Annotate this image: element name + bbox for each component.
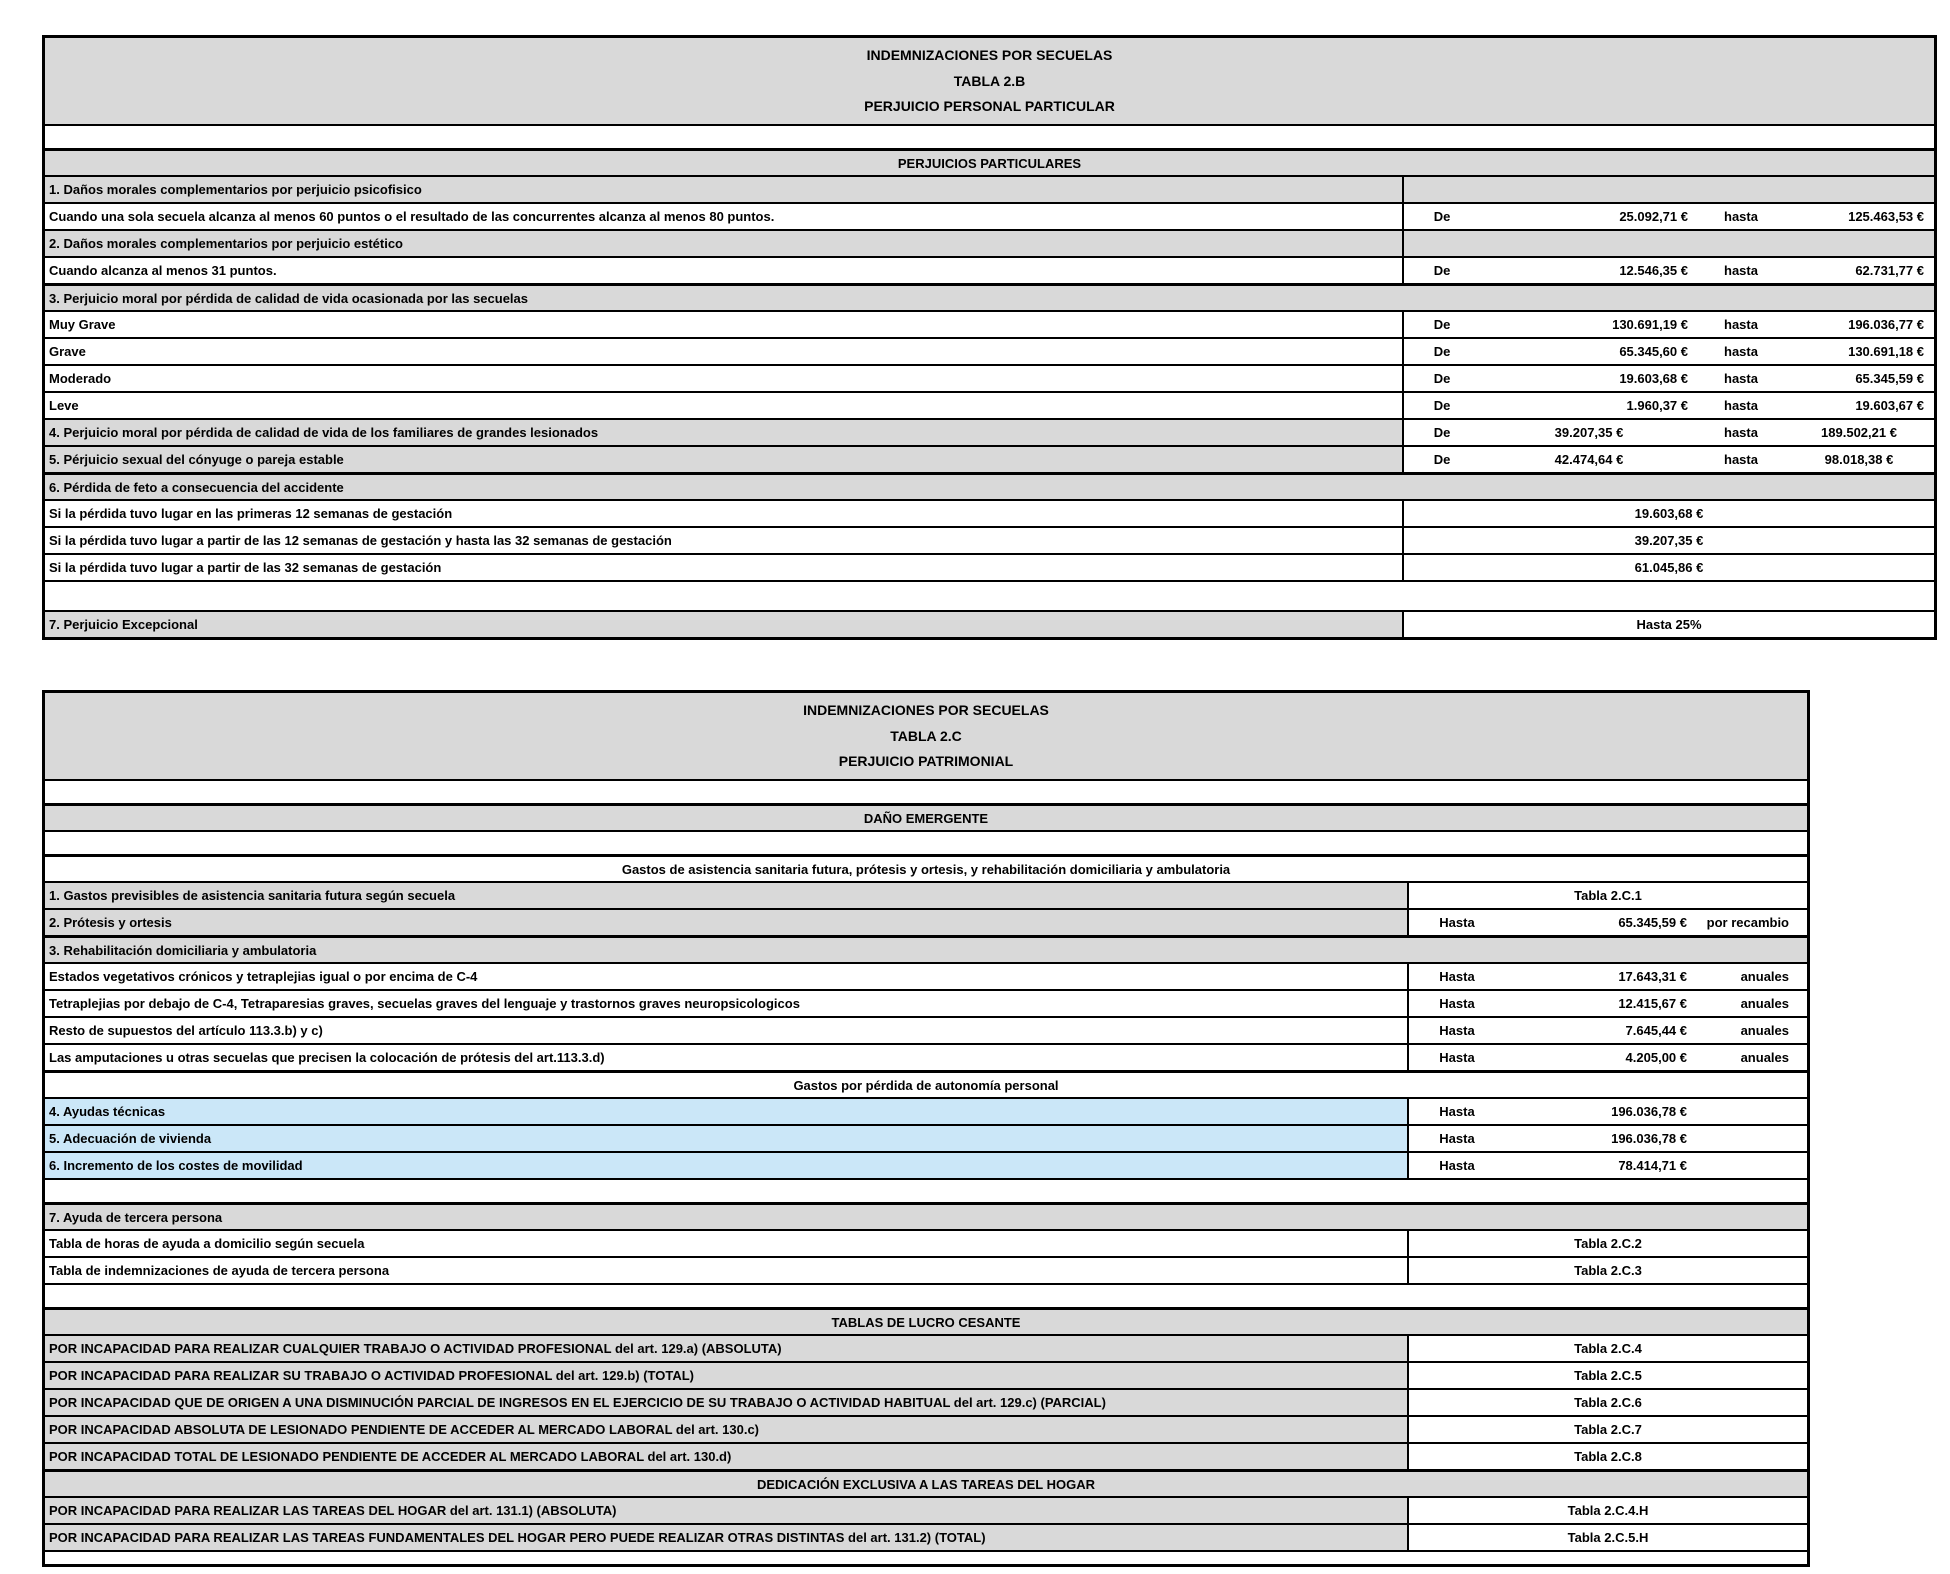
row-blank — [45, 1550, 1807, 1564]
row-label: POR INCAPACIDAD PARA REALIZAR SU TRABAJO O ACTIVIDAD PROFESIONAL del art. 129.b) (TOTAL) — [45, 1363, 1407, 1388]
value-area — [1402, 366, 1934, 391]
limit-hasta-word: Hasta — [1439, 1023, 1475, 1038]
row-band — [45, 803, 1807, 830]
row-ghead — [45, 229, 1934, 256]
value-area — [1407, 991, 1807, 1016]
table-2c-perjuicio-patrimonial — [42, 690, 1810, 1567]
row-label: 1. Daños morales complementarios por perjuicio psicofisico — [49, 182, 422, 197]
row-label: 6. Incremento de los costes de movilidad — [45, 1153, 1407, 1178]
value-area — [1402, 528, 1934, 553]
range-de-word: De — [1433, 452, 1451, 467]
row-range — [45, 418, 1934, 445]
limit-amount: 12.415,67 € — [1618, 996, 1687, 1011]
value-text: 19.603,68 € — [1634, 506, 1704, 521]
row-label: Leve — [49, 398, 79, 413]
row-label: 7. Ayuda de tercera persona — [49, 1209, 223, 1225]
row-band — [45, 1307, 1807, 1334]
row-label: Tabla de indemnizaciones de ayuda de tercera persona — [49, 1263, 390, 1278]
limit-unit: anuales — [1740, 1023, 1789, 1038]
row-label: Tabla de horas de ayuda a domicilio según secuela — [49, 1236, 365, 1251]
row-range — [45, 202, 1934, 229]
row-range — [45, 256, 1934, 283]
limit-hasta-word: Hasta — [1439, 969, 1475, 984]
range-hasta-word: hasta — [1724, 425, 1758, 440]
row-label: Si la pérdida tuvo lugar a partir de las 12 semanas de gestación y hasta las 32 semanas de gestación — [49, 533, 672, 548]
limit-hasta-word: Hasta — [1439, 915, 1475, 930]
row-label: 3. Rehabilitación domiciliaria y ambulatoria — [49, 942, 317, 958]
range-hasta-word: hasta — [1724, 317, 1758, 332]
value-area — [1402, 177, 1934, 202]
row-range — [45, 310, 1934, 337]
value-text: Tabla 2.C.5.H — [1567, 1530, 1649, 1545]
row-subband — [45, 1070, 1807, 1097]
value-area — [1407, 1444, 1807, 1469]
limit-amount: 78.414,71 € — [1618, 1158, 1687, 1173]
range-hasta-word: hasta — [1724, 263, 1758, 278]
row-label: Las amputaciones u otras secuelas que precisen la colocación de prótesis del art.113.3.d) — [49, 1050, 605, 1065]
value-area — [1407, 1099, 1807, 1124]
row-label: 4. Perjuicio moral por pérdida de calidad de vida de los familiares de grandes lesionados — [45, 420, 1402, 445]
range-hasta-word: hasta — [1724, 452, 1758, 467]
table-title-line: TABLA 2.C — [890, 727, 962, 744]
value-text: Tabla 2.C.5 — [1574, 1368, 1642, 1383]
row-single — [45, 1334, 1807, 1361]
range-de-word: De — [1433, 317, 1451, 332]
row-triple — [45, 1097, 1807, 1124]
range-from-amount: 42.474,64 € — [1554, 452, 1624, 467]
row-single — [45, 499, 1934, 526]
value-area — [1407, 1417, 1807, 1442]
row-blank — [45, 830, 1807, 854]
table-title-line: INDEMNIZACIONES POR SECUELAS — [866, 47, 1113, 63]
row-label: 3. Perjuicio moral por pérdida de calidad de vida ocasionada por las secuelas — [49, 290, 529, 306]
section-band-label: Gastos por pérdida de autonomía personal — [793, 1077, 1059, 1093]
row-label: Tetraplejias por debajo de C-4, Tetraparesias graves, secuelas graves del lenguaje y trastornos graves neuropsicologicos — [49, 996, 800, 1011]
section-band-label: DEDICACIÓN EXCLUSIVA A LAS TAREAS DEL HOGAR — [756, 1476, 1096, 1492]
value-area — [1402, 420, 1934, 445]
value-text: Tabla 2.C.3 — [1574, 1263, 1642, 1278]
row-band — [45, 1469, 1807, 1496]
limit-hasta-word: Hasta — [1439, 996, 1475, 1011]
row-label: POR INCAPACIDAD PARA REALIZAR CUALQUIER TRABAJO O ACTIVIDAD PROFESIONAL del art. 129.a) (ABSOLUTA) — [45, 1336, 1407, 1361]
row-band — [45, 148, 1934, 175]
row-single — [45, 610, 1934, 637]
row-label: Estados vegetativos crónicos y tetraplejias igual o por encima de C-4 — [49, 969, 478, 984]
value-text: Tabla 2.C.8 — [1574, 1449, 1642, 1464]
value-area — [1407, 1525, 1807, 1550]
row-blank — [45, 779, 1807, 803]
row-single — [45, 553, 1934, 580]
row-blank — [45, 1283, 1807, 1307]
value-text: Tabla 2.C.6 — [1574, 1395, 1642, 1410]
limit-amount: 196.036,78 € — [1611, 1104, 1687, 1119]
row-single — [45, 1496, 1807, 1523]
section-band-label: PERJUICIOS PARTICULARES — [897, 155, 1082, 171]
range-to-amount: 19.603,67 € — [1855, 398, 1924, 413]
range-from-amount: 39.207,35 € — [1554, 425, 1624, 440]
range-hasta-word: hasta — [1724, 371, 1758, 386]
value-area — [1407, 1390, 1807, 1415]
table-title-line: INDEMNIZACIONES POR SECUELAS — [803, 702, 1049, 718]
limit-hasta-word: Hasta — [1439, 1158, 1475, 1173]
limit-amount: 196.036,78 € — [1611, 1131, 1687, 1146]
row-blank — [45, 124, 1934, 148]
row-label: 5. Adecuación de vivienda — [45, 1126, 1407, 1151]
value-area — [1407, 1045, 1807, 1070]
range-de-word: De — [1433, 398, 1451, 413]
row-label: POR INCAPACIDAD TOTAL DE LESIONADO PENDIENTE DE ACCEDER AL MERCADO LABORAL del art. 130.d) — [45, 1444, 1407, 1469]
range-to-amount: 189.502,21 € — [1821, 425, 1897, 440]
range-to-amount: 125.463,53 € — [1848, 209, 1924, 224]
range-de-word: De — [1433, 371, 1451, 386]
value-area — [1407, 1018, 1807, 1043]
row-single — [45, 526, 1934, 553]
value-area — [1402, 555, 1934, 580]
range-hasta-word: hasta — [1724, 209, 1758, 224]
row-label: Resto de supuestos del artículo 113.3.b) y c) — [49, 1023, 323, 1038]
row-range — [45, 364, 1934, 391]
limit-amount: 4.205,00 € — [1625, 1050, 1687, 1065]
range-de-word: De — [1433, 425, 1451, 440]
range-de-word: De — [1433, 209, 1451, 224]
limit-hasta-word: Hasta — [1439, 1104, 1475, 1119]
table-title-line: TABLA 2.B — [953, 72, 1026, 89]
value-area — [1402, 447, 1934, 472]
range-to-amount: 196.036,77 € — [1848, 317, 1924, 332]
value-area — [1402, 258, 1934, 283]
row-range — [45, 337, 1934, 364]
value-area — [1407, 1126, 1807, 1151]
row-label: Si la pérdida tuvo lugar a partir de las 32 semanas de gestación — [49, 560, 442, 575]
value-text: Tabla 2.C.7 — [1574, 1422, 1642, 1437]
value-area — [1402, 501, 1934, 526]
section-band-label: TABLAS DE LUCRO CESANTE — [831, 1314, 1021, 1330]
row-single — [45, 1361, 1807, 1388]
value-area — [1407, 1153, 1807, 1178]
row-label: 5. Pérjuicio sexual del cónyuge o pareja estable — [45, 447, 1402, 472]
row-single — [45, 1415, 1807, 1442]
row-triple — [45, 1124, 1807, 1151]
row-blank — [45, 580, 1934, 610]
row-label: Cuando alcanza al menos 31 puntos. — [49, 263, 277, 278]
value-area — [1402, 204, 1934, 229]
row-label: 4. Ayudas técnicas — [45, 1099, 1407, 1124]
table-2b-perjuicio-personal-particular — [42, 35, 1937, 640]
limit-unit: por recambio — [1706, 915, 1789, 930]
row-label: Muy Grave — [49, 317, 116, 332]
range-hasta-word: hasta — [1724, 344, 1758, 359]
row-triple — [45, 1016, 1807, 1043]
value-area — [1402, 393, 1934, 418]
row-gfull — [45, 935, 1807, 962]
value-text: Tabla 2.C.4.H — [1567, 1503, 1649, 1518]
row-title — [45, 38, 1934, 124]
value-area — [1402, 339, 1934, 364]
range-from-amount: 130.691,19 € — [1612, 317, 1688, 332]
value-area — [1407, 1336, 1807, 1361]
range-to-amount: 62.731,77 € — [1855, 263, 1924, 278]
row-single — [45, 1442, 1807, 1469]
value-area — [1407, 964, 1807, 989]
row-triple — [45, 1151, 1807, 1178]
row-label: Cuando una sola secuela alcanza al menos 60 puntos o el resultado de las concurrentes alcanza al menos 80 puntos. — [49, 209, 775, 224]
range-from-amount: 1.960,37 € — [1626, 398, 1688, 413]
row-label: 2. Prótesis y ortesis — [45, 910, 1407, 935]
range-hasta-word: hasta — [1724, 398, 1758, 413]
row-subband — [45, 854, 1807, 881]
limit-unit: anuales — [1740, 969, 1789, 984]
value-area — [1407, 1258, 1807, 1283]
row-label: POR INCAPACIDAD ABSOLUTA DE LESIONADO PENDIENTE DE ACCEDER AL MERCADO LABORAL del art. 130.c) — [45, 1417, 1407, 1442]
range-to-amount: 65.345,59 € — [1855, 371, 1924, 386]
limit-hasta-word: Hasta — [1439, 1131, 1475, 1146]
value-text: Hasta 25% — [1636, 617, 1702, 632]
limit-amount: 17.643,31 € — [1618, 969, 1687, 984]
row-label: POR INCAPACIDAD QUE DE ORIGEN A UNA DISMINUCIÓN PARCIAL DE INGRESOS EN EL EJERCICIO DE SU TRABAJO O ACTIVIDAD HABITUAL del art. 129.c) (PARCIAL) — [45, 1390, 1407, 1415]
row-single — [45, 1388, 1807, 1415]
row-triple — [45, 962, 1807, 989]
limit-unit: anuales — [1740, 996, 1789, 1011]
row-label: 6. Pérdida de feto a consecuencia del accidente — [49, 479, 344, 495]
row-single — [45, 1229, 1807, 1256]
row-ghead — [45, 175, 1934, 202]
row-label: POR INCAPACIDAD PARA REALIZAR LAS TAREAS DEL HOGAR del art. 131.1) (ABSOLUTA) — [45, 1498, 1407, 1523]
range-de-word: De — [1433, 344, 1451, 359]
limit-hasta-word: Hasta — [1439, 1050, 1475, 1065]
value-text: 39.207,35 € — [1634, 533, 1704, 548]
row-label: Moderado — [49, 371, 112, 386]
value-area — [1402, 231, 1934, 256]
row-title — [45, 693, 1807, 779]
row-triple — [45, 908, 1807, 935]
range-de-word: De — [1433, 263, 1451, 278]
value-text: Tabla 2.C.4 — [1574, 1341, 1642, 1356]
row-blank — [45, 1178, 1807, 1202]
row-gfull — [45, 1202, 1807, 1229]
table-title-line: PERJUICIO PERSONAL PARTICULAR — [864, 98, 1115, 114]
row-label: Grave — [49, 344, 86, 359]
limit-amount: 7.645,44 € — [1625, 1023, 1687, 1038]
section-band-label: Gastos de asistencia sanitaria futura, prótesis y ortesis, y rehabilitación domiciliaria y ambulatoria — [621, 861, 1231, 877]
range-to-amount: 98.018,38 € — [1824, 452, 1894, 467]
value-text: Tabla 2.C.2 — [1574, 1236, 1642, 1251]
limit-amount: 65.345,59 € — [1618, 915, 1687, 930]
value-area — [1407, 1363, 1807, 1388]
value-area — [1407, 1498, 1807, 1523]
row-gfull — [45, 283, 1934, 310]
row-label: 2. Daños morales complementarios por perjuicio estético — [49, 236, 403, 251]
row-single — [45, 1256, 1807, 1283]
table-title-line: PERJUICIO PATRIMONIAL — [838, 753, 1014, 769]
range-from-amount: 12.546,35 € — [1619, 263, 1688, 278]
row-label: POR INCAPACIDAD PARA REALIZAR LAS TAREAS FUNDAMENTALES DEL HOGAR PERO PUEDE REALIZAR OTRAS DISTINTAS del art. 131.2) (TOTAL) — [45, 1525, 1407, 1550]
value-text: 61.045,86 € — [1634, 560, 1704, 575]
row-label: 1. Gastos previsibles de asistencia sanitaria futura según secuela — [45, 883, 1407, 908]
row-range — [45, 445, 1934, 472]
section-band-label: DAÑO EMERGENTE — [863, 810, 989, 826]
row-triple — [45, 989, 1807, 1016]
row-triple — [45, 1043, 1807, 1070]
row-single — [45, 1523, 1807, 1550]
value-area — [1407, 1231, 1807, 1256]
value-area — [1407, 910, 1807, 935]
row-gfull — [45, 472, 1934, 499]
range-from-amount: 25.092,71 € — [1619, 209, 1688, 224]
range-from-amount: 65.345,60 € — [1619, 344, 1688, 359]
value-area — [1402, 612, 1934, 637]
value-text: Tabla 2.C.1 — [1574, 888, 1642, 903]
limit-unit: anuales — [1740, 1050, 1789, 1065]
row-range — [45, 391, 1934, 418]
value-area — [1407, 883, 1807, 908]
range-to-amount: 130.691,18 € — [1848, 344, 1924, 359]
row-label: Si la pérdida tuvo lugar en las primeras 12 semanas de gestación — [49, 506, 453, 521]
row-label: 7. Perjuicio Excepcional — [45, 612, 1402, 637]
row-single — [45, 881, 1807, 908]
range-from-amount: 19.603,68 € — [1619, 371, 1688, 386]
value-area — [1402, 312, 1934, 337]
